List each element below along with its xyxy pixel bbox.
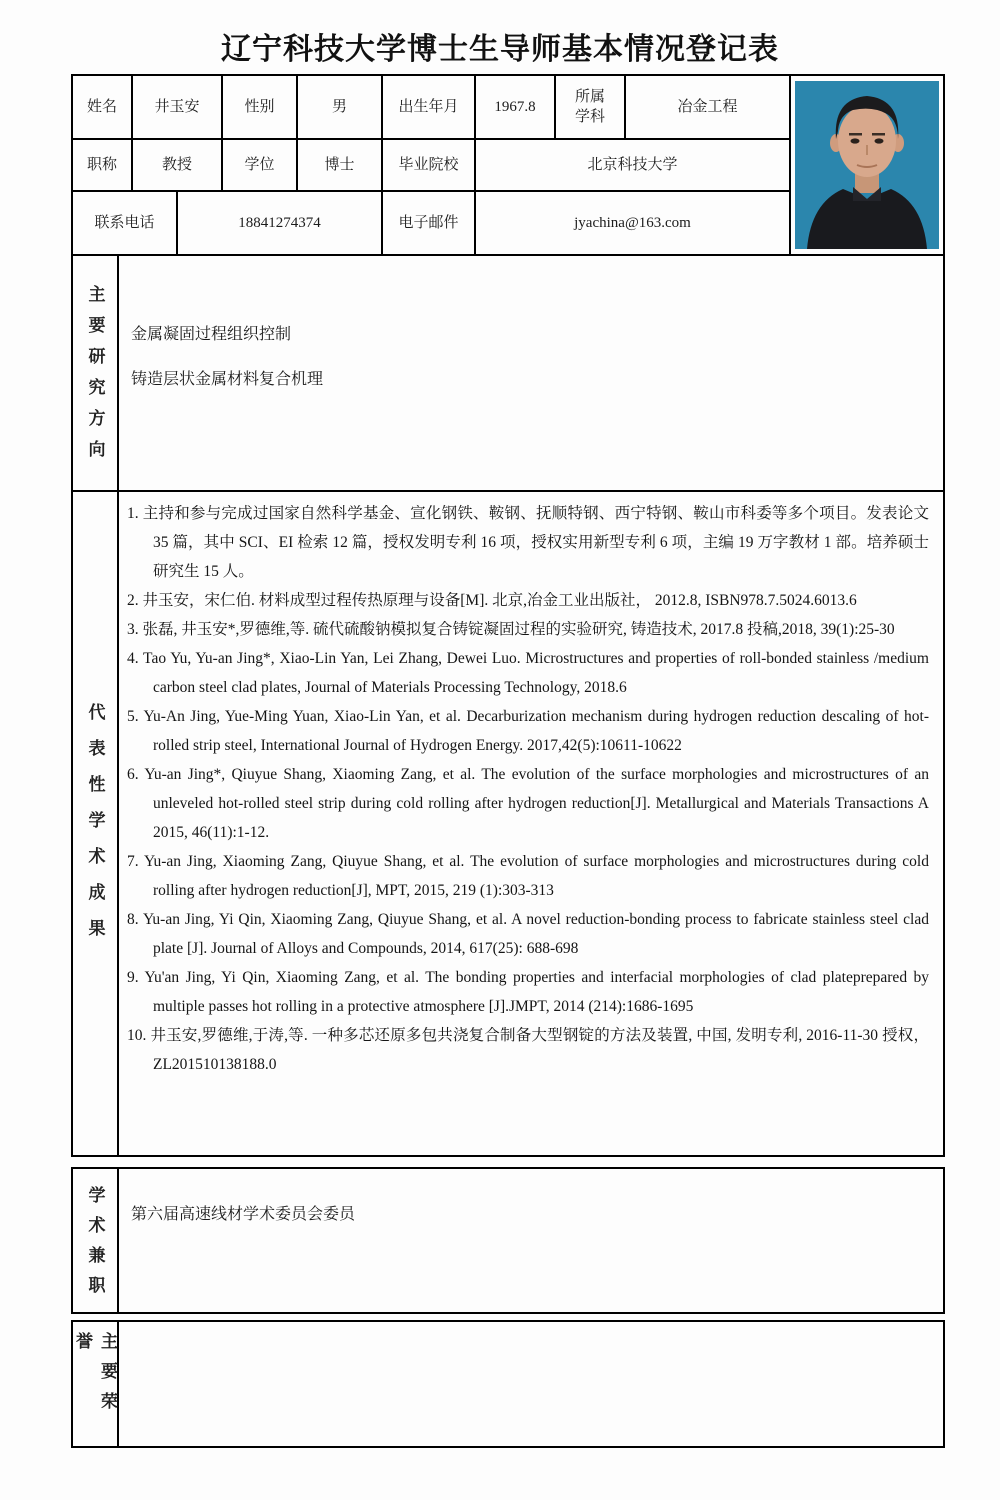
job-title-label: 职称 [73, 140, 133, 190]
gender-label: 性别 [223, 76, 298, 138]
section-label-research-cell [73, 256, 119, 490]
degree-value: 博士 [298, 140, 383, 190]
header-row-1 [73, 76, 789, 140]
achievement-item: 10. 井玉安,罗德维,于涛,等. 一种多芯还原多包共浇复合制备大型钢锭的方法及装置, 中国, 发明专利, 2016-11-30 授权， ZL201510138188.0 [127, 1027, 929, 1073]
school-value: 北京科技大学 [587, 156, 678, 173]
achievement-item: 6. Yu-an Jing*, Qiuyue Shang, Xiaoming Zang, et al. The evolution of the surface morphologies and microstructures of an unleveled hot-rolled steel strip during cold rolling after hydrogen reduction[J]. Metallurgical and Materials Transactions A 2015, 46(11):1-12. [127, 766, 929, 841]
research-line: 铸造层状金属材料复合机理 [131, 371, 324, 388]
achievement-item: 2. 井玉安，宋仁伯. 材料成型过程传热原理与设备[M]. 北京,冶金工业出版社， 2012.8, ISBN978.7.5024.6013.6 [127, 592, 857, 609]
discipline-value: 冶金工程 [677, 98, 738, 115]
name-value: 井玉安 [133, 76, 223, 138]
section-label-honors-cell [73, 1322, 119, 1446]
email-label: 电子邮件 [383, 192, 476, 254]
achievement-item: 7. Yu-an Jing, Xiaoming Zang, Qiuyue Shang, et al. The evolution of surface morphologies and microstructures during cold rolling after hydrogen reduction[J], MPT, 2015, 219 (1):303-313 [127, 853, 929, 899]
job-title-value: 教授 [133, 140, 223, 190]
degree-label: 学位 [223, 140, 298, 190]
name-label: 姓名 [73, 76, 133, 138]
id-photo [795, 81, 939, 249]
section-label-positions: 学术兼职 [85, 1185, 105, 1306]
section-honors [71, 1320, 945, 1448]
section-research [73, 256, 943, 492]
section-label-honors: 主要荣誉 [73, 1332, 117, 1422]
header-block [73, 76, 943, 256]
achievement-item: 9. Yu'an Jing, Yi Qin, Xiaoming Zang, et al. The bonding properties and interfacial morphologies of clad plateprepared by multiple passes hot rolling in a protective atmosphere [J].JMPT, 2014 (214):1686-1695 [127, 969, 929, 1015]
phone-label: 联系电话 [73, 192, 178, 254]
achievement-item: 4. Tao Yu, Yu-an Jing*, Xiao-Lin Yan, Lei Zhang, Dewei Luo. Microstructures and properties of roll-bonded stainless /medium carbon steel clad plates, Journal of Materials Processing Technology, 2018.6 [127, 650, 929, 696]
discipline-label-text: 所属学科 [574, 88, 605, 125]
gender-value: 男 [298, 76, 383, 138]
achievements-content [119, 492, 943, 1155]
header-row-3 [73, 192, 789, 254]
achievement-item: 8. Yu-an Jing, Yi Qin, Xiaoming Zang, Qiuyue Shang, et al. A novel reduction-bonding process to fabricate stainless steel clad plate [J]. Journal of Alloys and Compounds, 2014, 617(25): 688-698 [127, 911, 929, 957]
header-row-2 [73, 140, 789, 192]
research-line: 金属凝固过程组织控制 [131, 326, 292, 343]
positions-content: 第六届高速线材学术委员会委员 [131, 1206, 356, 1223]
research-content [119, 256, 943, 490]
page-title: 辽宁科技大学博士生导师基本情况登记表 [221, 33, 779, 66]
section-label-research: 主要研究方向 [85, 285, 105, 471]
achievement-item: 1. 主持和参与完成过国家自然科学基金、宣化钢铁、鞍钢、抚顺特钢、西宁特钢、鞍山市科委等多个项目。发表论文 35 篇，其中 SCI、EI 检索 12 篇，授权发明专利 16 项，授权实用新型专利 6 项，主编 19 万字教材 1 部。培养硕士研究生 15 人。 [127, 505, 929, 580]
achievement-item: 5. Yu-An Jing, Yue-Ming Yuan, Xiao-Lin Yan, et al. Decarburization mechanism during hydrogen reduction descaling of hot-rolled strip steel, International Journal of Hydrogen Energy. 2017,42(5):10611-10622 [127, 708, 929, 754]
phone-value: 18841274374 [178, 192, 383, 254]
section-achievements [73, 492, 943, 1155]
birth-label: 出生年月 [383, 76, 476, 138]
registration-form-table [71, 74, 945, 1157]
section-positions [71, 1167, 945, 1314]
email-value: jyachina@163.com [574, 214, 691, 231]
section-label-positions-cell [73, 1169, 119, 1312]
honors-content [119, 1322, 943, 1446]
photo-cell [789, 76, 943, 254]
section-label-achievements-cell [73, 492, 119, 1155]
school-label: 毕业院校 [383, 140, 476, 190]
achievement-item: 3. 张磊, 井玉安*,罗德维,等. 硫代硫酸钠模拟复合铸锭凝固过程的实验研究, 铸造技术, 2017.8 投稿,2018, 39(1):25-30 [127, 621, 895, 638]
discipline-label [556, 76, 626, 138]
section-label-achievements: 代表性学术成果 [85, 702, 105, 955]
birth-value: 1967.8 [476, 76, 556, 138]
